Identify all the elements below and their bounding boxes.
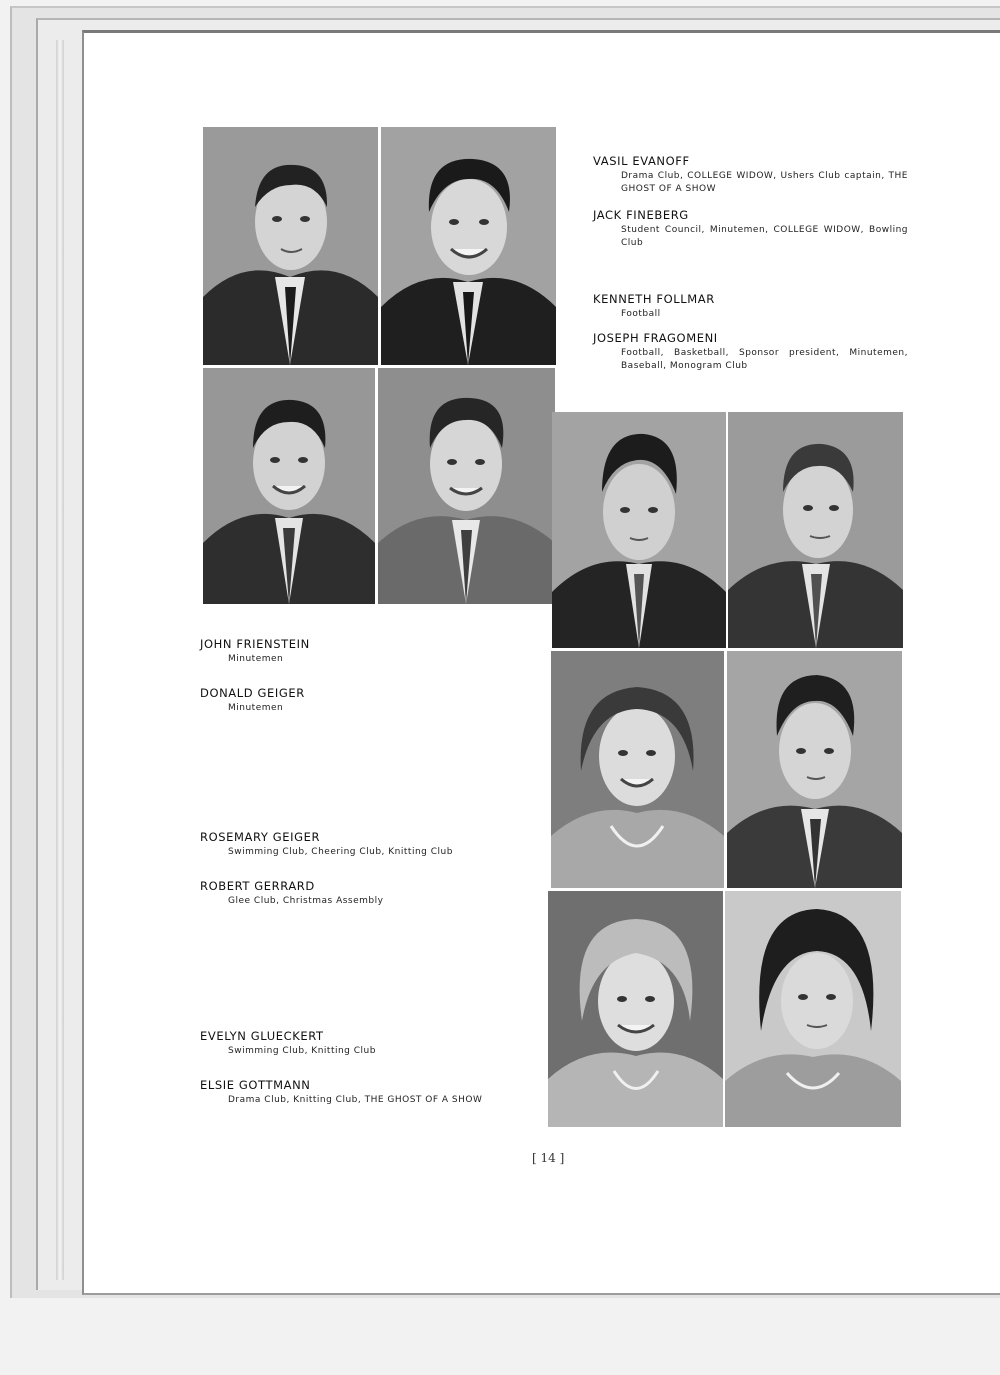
student-activities: Glee Club, Christmas Assembly — [228, 896, 384, 906]
entry-jack-fineberg — [593, 208, 908, 250]
student-name: JOHN FRIENSTEIN — [200, 637, 310, 651]
portrait-john-frienstein — [552, 412, 726, 648]
student-name: ELSIE GOTTMANN — [200, 1078, 311, 1092]
student-activities: Student Council, Minutemen, COLLEGE WIDOW, Bowling Club — [621, 225, 908, 248]
student-activities: Drama Club, COLLEGE WIDOW, Ushers Club captain, THE GHOST OF A SHOW — [621, 171, 908, 194]
student-activities: Swimming Club, Knitting Club — [228, 1046, 376, 1056]
student-name: EVELYN GLUECKERT — [200, 1029, 324, 1043]
portrait-donald-geiger — [728, 412, 903, 648]
student-activities: Minutemen — [228, 703, 284, 713]
page-number: [ 14 ] — [532, 1151, 565, 1165]
entry-joseph-fragomeni — [593, 331, 908, 373]
student-activities: Minutemen — [228, 654, 284, 664]
student-activities: Football — [621, 309, 661, 319]
student-activities: Football, Basketball, Sponsor president, Minutemen, Baseball, Monogram Club — [621, 348, 908, 371]
portrait-vasil-evanoff — [203, 127, 378, 365]
portrait-robert-gerrard — [727, 651, 902, 888]
portrait-rosemary-geiger — [551, 651, 724, 888]
student-name: JOSEPH FRAGOMENI — [593, 331, 718, 345]
student-name: ROSEMARY GEIGER — [200, 830, 321, 844]
portrait-jack-fineberg — [381, 127, 556, 365]
student-name: JACK FINEBERG — [593, 208, 689, 222]
entry-evelyn-glueckert — [200, 1029, 530, 1058]
entry-robert-gerrard — [200, 879, 530, 908]
entry-vasil-evanoff — [593, 154, 908, 196]
student-name: ROBERT GERRARD — [200, 879, 315, 893]
entry-kenneth-follmar — [593, 292, 908, 321]
portrait-joseph-fragomeni — [378, 368, 555, 604]
student-name: DONALD GEIGER — [200, 686, 305, 700]
entry-donald-geiger — [200, 686, 530, 715]
portrait-kenneth-follmar — [203, 368, 375, 604]
entry-john-frienstein — [200, 637, 530, 666]
binding-spine — [56, 40, 64, 1280]
student-name: KENNETH FOLLMAR — [593, 292, 715, 306]
entry-rosemary-geiger — [200, 830, 530, 859]
portrait-elsie-gottmann — [725, 891, 901, 1127]
student-activities: Drama Club, Knitting Club, THE GHOST OF A SHOW — [228, 1095, 483, 1105]
student-name: VASIL EVANOFF — [593, 154, 690, 168]
student-activities: Swimming Club, Cheering Club, Knitting Club — [228, 847, 453, 857]
entry-elsie-gottmann — [200, 1078, 540, 1107]
portrait-evelyn-glueckert — [548, 891, 723, 1127]
